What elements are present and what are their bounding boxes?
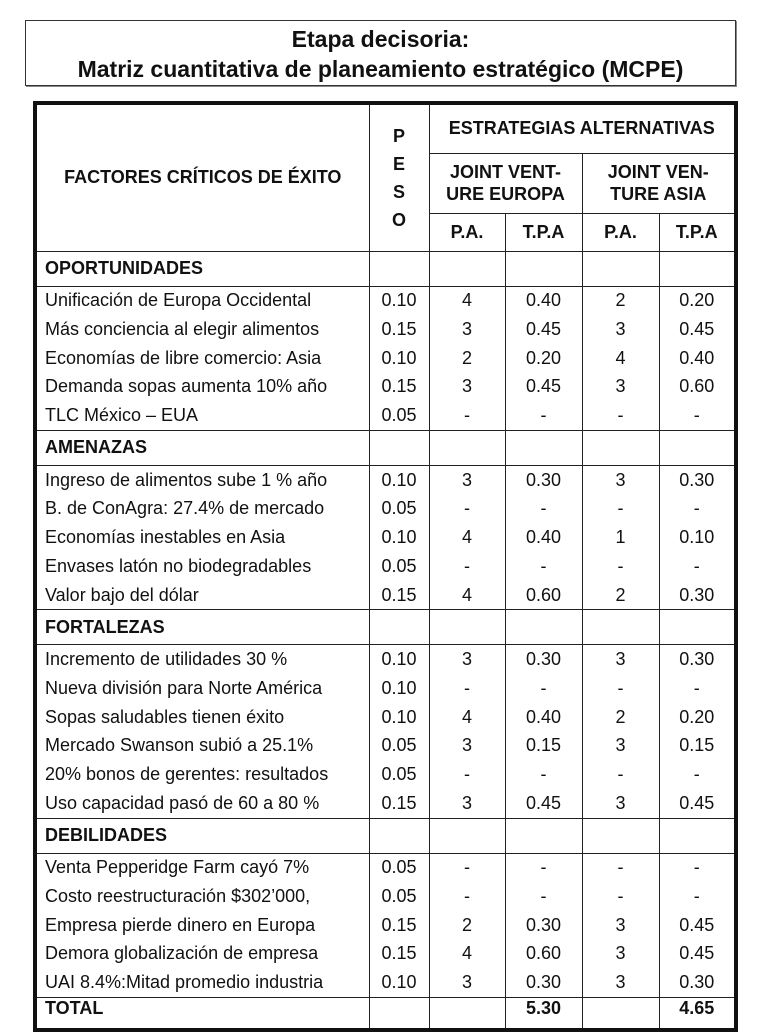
pa-asia-cell: 3 bbox=[582, 789, 659, 818]
title-line-1: Etapa decisoria: bbox=[291, 26, 470, 52]
factor-cell: Uso capacidad pasó de 60 a 80 % bbox=[35, 789, 369, 818]
tpa-europa-cell: 0.15 bbox=[505, 731, 582, 760]
table-row bbox=[35, 344, 736, 373]
pa-asia-cell: 1 bbox=[582, 523, 659, 552]
tpa-asia-cell: 0.20 bbox=[659, 286, 736, 315]
header-alt-asia: JOINT VEN- TURE ASIA bbox=[582, 153, 736, 213]
section-title: FORTALEZAS bbox=[35, 610, 369, 645]
pa-asia-cell: - bbox=[582, 401, 659, 430]
tpa-asia-cell: 0.45 bbox=[659, 911, 736, 940]
header-tpa-1: T.P.A bbox=[505, 213, 582, 251]
pa-europa-cell: 3 bbox=[429, 315, 505, 344]
pa-asia-cell: 3 bbox=[582, 968, 659, 997]
empty-cell bbox=[369, 430, 429, 465]
table-row bbox=[35, 968, 736, 997]
total-value: 4.65 bbox=[659, 997, 736, 1030]
pa-europa-cell: 3 bbox=[429, 731, 505, 760]
peso-cell: 0.10 bbox=[369, 968, 429, 997]
peso-cell: 0.05 bbox=[369, 552, 429, 581]
factor-cell: Incremento de utilidades 30 % bbox=[35, 645, 369, 674]
empty-cell bbox=[369, 610, 429, 645]
pa-asia-cell: 2 bbox=[582, 581, 659, 610]
tpa-asia-cell: 0.20 bbox=[659, 703, 736, 732]
header-alt-europa: JOINT VENT- URE EUROPA bbox=[429, 153, 582, 213]
tpa-europa-cell: 0.30 bbox=[505, 911, 582, 940]
header-pa-1: P.A. bbox=[429, 213, 505, 251]
factor-cell: Demora globalización de empresa bbox=[35, 940, 369, 969]
empty-cell bbox=[505, 610, 582, 645]
peso-cell: 0.10 bbox=[369, 674, 429, 703]
empty-cell bbox=[369, 818, 429, 853]
pa-asia-cell: 2 bbox=[582, 286, 659, 315]
pa-europa-cell: 3 bbox=[429, 789, 505, 818]
table-row bbox=[35, 703, 736, 732]
peso-cell: 0.15 bbox=[369, 315, 429, 344]
empty-cell bbox=[505, 818, 582, 853]
factor-cell: Valor bajo del dólar bbox=[35, 581, 369, 610]
tpa-asia-cell: 0.30 bbox=[659, 465, 736, 494]
pa-europa-cell: - bbox=[429, 853, 505, 882]
pa-asia-cell: 3 bbox=[582, 315, 659, 344]
header-factors: FACTORES CRÍTICOS DE ÉXITO bbox=[35, 103, 369, 251]
empty-cell bbox=[582, 997, 659, 1030]
tpa-europa-cell: 0.45 bbox=[505, 789, 582, 818]
table-row bbox=[35, 760, 736, 789]
empty-cell bbox=[505, 430, 582, 465]
pa-europa-cell: - bbox=[429, 401, 505, 430]
peso-cell: 0.10 bbox=[369, 523, 429, 552]
peso-cell: 0.15 bbox=[369, 940, 429, 969]
tpa-europa-cell: 0.30 bbox=[505, 968, 582, 997]
tpa-europa-cell: 0.40 bbox=[505, 703, 582, 732]
peso-cell: 0.15 bbox=[369, 789, 429, 818]
pa-europa-cell: 2 bbox=[429, 344, 505, 373]
tpa-asia-cell: 0.60 bbox=[659, 373, 736, 402]
factor-cell: Sopas saludables tienen éxito bbox=[35, 703, 369, 732]
header-tpa-2: T.P.A bbox=[659, 213, 736, 251]
tpa-asia-cell: - bbox=[659, 853, 736, 882]
section-title: DEBILIDADES bbox=[35, 818, 369, 853]
tpa-europa-cell: - bbox=[505, 674, 582, 703]
empty-cell bbox=[582, 251, 659, 286]
tpa-europa-cell: 0.45 bbox=[505, 373, 582, 402]
empty-cell bbox=[369, 251, 429, 286]
tpa-europa-cell: - bbox=[505, 552, 582, 581]
section-title: OPORTUNIDADES bbox=[35, 251, 369, 286]
tpa-europa-cell: 0.60 bbox=[505, 940, 582, 969]
factor-cell: TLC México – EUA bbox=[35, 401, 369, 430]
pa-europa-cell: 4 bbox=[429, 523, 505, 552]
empty-cell bbox=[429, 818, 505, 853]
peso-cell: 0.15 bbox=[369, 581, 429, 610]
pa-europa-cell: 3 bbox=[429, 373, 505, 402]
tpa-europa-cell: - bbox=[505, 401, 582, 430]
factor-cell: Más conciencia al elegir alimentos bbox=[35, 315, 369, 344]
factor-cell: Demanda sopas aumenta 10% año bbox=[35, 373, 369, 402]
tpa-asia-cell: 0.45 bbox=[659, 789, 736, 818]
section-header bbox=[35, 610, 736, 645]
factor-cell: Ingreso de alimentos sube 1 % año bbox=[35, 465, 369, 494]
factor-cell: Envases latón no biodegradables bbox=[35, 552, 369, 581]
pa-asia-cell: 3 bbox=[582, 731, 659, 760]
pa-asia-cell: 3 bbox=[582, 645, 659, 674]
tpa-asia-cell: 0.30 bbox=[659, 645, 736, 674]
pa-asia-cell: - bbox=[582, 760, 659, 789]
tpa-asia-cell: - bbox=[659, 882, 736, 911]
table-row bbox=[35, 523, 736, 552]
total-row bbox=[35, 997, 736, 1030]
pa-europa-cell: 4 bbox=[429, 581, 505, 610]
pa-europa-cell: 4 bbox=[429, 940, 505, 969]
tpa-asia-cell: - bbox=[659, 552, 736, 581]
peso-cell: 0.15 bbox=[369, 373, 429, 402]
empty-cell bbox=[429, 997, 505, 1030]
tpa-europa-cell: 0.45 bbox=[505, 315, 582, 344]
pa-asia-cell: 3 bbox=[582, 911, 659, 940]
section-title: AMENAZAS bbox=[35, 430, 369, 465]
total-label: TOTAL bbox=[35, 997, 369, 1030]
pa-europa-cell: 3 bbox=[429, 465, 505, 494]
factor-cell: Costo reestructuración $302’000, bbox=[35, 882, 369, 911]
table-row bbox=[35, 401, 736, 430]
section-header bbox=[35, 251, 736, 286]
pa-asia-cell: - bbox=[582, 674, 659, 703]
empty-cell bbox=[659, 251, 736, 286]
empty-cell bbox=[582, 818, 659, 853]
tpa-asia-cell: 0.45 bbox=[659, 940, 736, 969]
factor-cell: B. de ConAgra: 27.4% de mercado bbox=[35, 495, 369, 524]
factor-cell: Venta Pepperidge Farm cayó 7% bbox=[35, 853, 369, 882]
tpa-europa-cell: - bbox=[505, 853, 582, 882]
peso-cell: 0.05 bbox=[369, 760, 429, 789]
factor-cell: UAI 8.4%:Mitad promedio industria bbox=[35, 968, 369, 997]
factor-cell: Unificación de Europa Occidental bbox=[35, 286, 369, 315]
tpa-europa-cell: - bbox=[505, 882, 582, 911]
pa-europa-cell: 2 bbox=[429, 911, 505, 940]
peso-cell: 0.05 bbox=[369, 853, 429, 882]
tpa-asia-cell: 0.45 bbox=[659, 315, 736, 344]
section-header bbox=[35, 430, 736, 465]
table-row bbox=[35, 940, 736, 969]
tpa-asia-cell: 0.40 bbox=[659, 344, 736, 373]
table-row bbox=[35, 315, 736, 344]
peso-cell: 0.10 bbox=[369, 344, 429, 373]
empty-cell bbox=[429, 610, 505, 645]
tpa-europa-cell: - bbox=[505, 760, 582, 789]
peso-cell: 0.05 bbox=[369, 401, 429, 430]
tpa-europa-cell: 0.30 bbox=[505, 465, 582, 494]
factor-cell: Economías inestables en Asia bbox=[35, 523, 369, 552]
tpa-asia-cell: - bbox=[659, 760, 736, 789]
tpa-europa-cell: - bbox=[505, 495, 582, 524]
empty-cell bbox=[582, 610, 659, 645]
empty-cell bbox=[659, 430, 736, 465]
factor-cell: Mercado Swanson subió a 25.1% bbox=[35, 731, 369, 760]
peso-cell: 0.10 bbox=[369, 703, 429, 732]
pa-europa-cell: - bbox=[429, 882, 505, 911]
pa-asia-cell: 3 bbox=[582, 940, 659, 969]
mcpe-table bbox=[33, 101, 738, 1032]
tpa-europa-cell: 0.60 bbox=[505, 581, 582, 610]
table-row bbox=[35, 789, 736, 818]
empty-cell bbox=[582, 430, 659, 465]
empty-cell bbox=[659, 818, 736, 853]
factor-cell: Economías de libre comercio: Asia bbox=[35, 344, 369, 373]
table-row bbox=[35, 581, 736, 610]
tpa-asia-cell: 0.15 bbox=[659, 731, 736, 760]
table-row bbox=[35, 465, 736, 494]
peso-cell: 0.05 bbox=[369, 731, 429, 760]
total-value: 5.30 bbox=[505, 997, 582, 1030]
peso-cell: 0.10 bbox=[369, 645, 429, 674]
table-row bbox=[35, 373, 736, 402]
peso-cell: 0.15 bbox=[369, 911, 429, 940]
empty-cell bbox=[429, 251, 505, 286]
tpa-asia-cell: 0.10 bbox=[659, 523, 736, 552]
table-row bbox=[35, 853, 736, 882]
table-row bbox=[35, 882, 736, 911]
tpa-europa-cell: 0.20 bbox=[505, 344, 582, 373]
empty-cell bbox=[505, 251, 582, 286]
pa-asia-cell: - bbox=[582, 853, 659, 882]
table-row bbox=[35, 495, 736, 524]
tpa-asia-cell: - bbox=[659, 495, 736, 524]
pa-asia-cell: - bbox=[582, 495, 659, 524]
table-row bbox=[35, 731, 736, 760]
tpa-europa-cell: 0.40 bbox=[505, 523, 582, 552]
pa-europa-cell: 3 bbox=[429, 968, 505, 997]
empty-cell bbox=[659, 610, 736, 645]
tpa-europa-cell: 0.40 bbox=[505, 286, 582, 315]
peso-cell: 0.05 bbox=[369, 495, 429, 524]
header-pa-2: P.A. bbox=[582, 213, 659, 251]
pa-europa-cell: 3 bbox=[429, 645, 505, 674]
tpa-asia-cell: 0.30 bbox=[659, 581, 736, 610]
pa-europa-cell: 4 bbox=[429, 703, 505, 732]
pa-europa-cell: - bbox=[429, 760, 505, 789]
pa-europa-cell: - bbox=[429, 495, 505, 524]
peso-cell: 0.10 bbox=[369, 465, 429, 494]
empty-cell bbox=[369, 997, 429, 1030]
factor-cell: Nueva división para Norte América bbox=[35, 674, 369, 703]
factor-cell: 20% bonos de gerentes: resultados bbox=[35, 760, 369, 789]
tpa-asia-cell: - bbox=[659, 674, 736, 703]
tpa-europa-cell: 0.30 bbox=[505, 645, 582, 674]
pa-asia-cell: - bbox=[582, 552, 659, 581]
peso-cell: 0.05 bbox=[369, 882, 429, 911]
pa-europa-cell: - bbox=[429, 552, 505, 581]
table-row bbox=[35, 645, 736, 674]
pa-europa-cell: - bbox=[429, 674, 505, 703]
header-strategies: ESTRATEGIAS ALTERNATIVAS bbox=[429, 103, 736, 153]
section-header bbox=[35, 818, 736, 853]
tpa-asia-cell: 0.30 bbox=[659, 968, 736, 997]
peso-cell: 0.10 bbox=[369, 286, 429, 315]
table-row bbox=[35, 911, 736, 940]
table-row bbox=[35, 286, 736, 315]
header-peso: P E S O bbox=[369, 103, 429, 251]
table-row bbox=[35, 674, 736, 703]
empty-cell bbox=[429, 430, 505, 465]
pa-europa-cell: 4 bbox=[429, 286, 505, 315]
pa-asia-cell: 2 bbox=[582, 703, 659, 732]
title-line-2: Matriz cuantitativa de planeamiento estratégico (MCPE) bbox=[77, 56, 684, 82]
table-row bbox=[35, 552, 736, 581]
pa-asia-cell: - bbox=[582, 882, 659, 911]
page-title bbox=[25, 20, 736, 86]
factor-cell: Empresa pierde dinero en Europa bbox=[35, 911, 369, 940]
pa-asia-cell: 3 bbox=[582, 373, 659, 402]
tpa-asia-cell: - bbox=[659, 401, 736, 430]
pa-asia-cell: 3 bbox=[582, 465, 659, 494]
pa-asia-cell: 4 bbox=[582, 344, 659, 373]
